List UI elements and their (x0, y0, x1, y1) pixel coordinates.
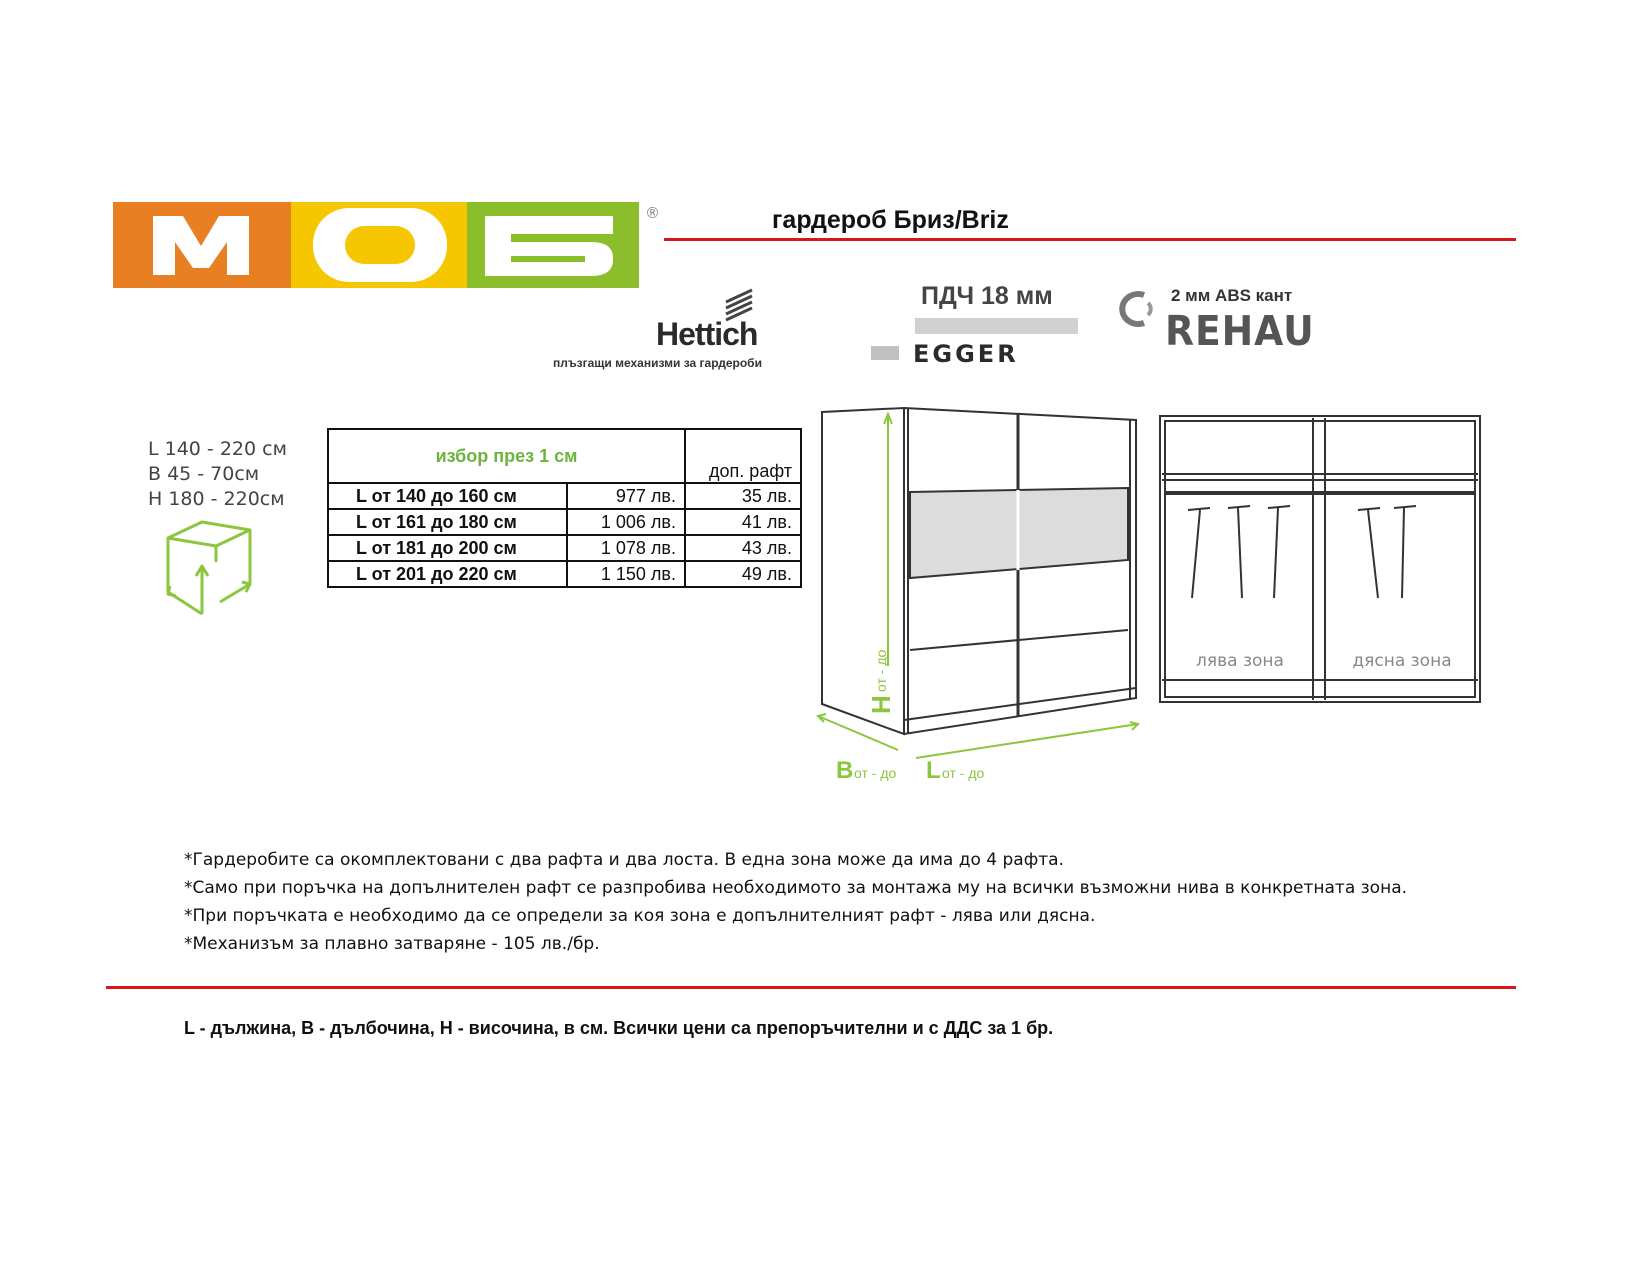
extra-shelf-cell: 35 лв. (685, 483, 801, 509)
rehau-logo: REHAU (1165, 307, 1315, 355)
abs-edge-label: 2 мм ABS кант (1171, 286, 1293, 305)
title-divider (664, 238, 1516, 241)
dimension-cube-icon (164, 518, 256, 622)
rehau-swirl-icon (1114, 289, 1158, 329)
header-extra-shelf: доп. рафт (685, 429, 801, 483)
note-item: *При поръчката е необходимо да се определи за коя зона е допълнителният рафт - лява или дясна. (184, 906, 1096, 926)
depth-dimension-label: B (836, 757, 854, 784)
depth-range-label: от - до (854, 765, 897, 781)
price-table (327, 428, 802, 588)
table-row (328, 535, 801, 561)
footer-divider (106, 986, 1516, 989)
hettich-subtitle: плъзгащи механизми за гардероби (553, 356, 762, 370)
table-row (328, 483, 801, 509)
note-item: *Механизъм за плавно затваряне - 105 лв./бр. (184, 934, 600, 954)
note-item: *Гардеробите са окомплектовани с два рафта и два лоста. В една зона може да има до 4 рафта. (184, 850, 1064, 870)
length-range-label: от - до (942, 765, 985, 781)
extra-shelf-cell: 43 лв. (685, 535, 801, 561)
extra-shelf-cell: 41 лв. (685, 509, 801, 535)
price-cell: 1 150 лв. (567, 561, 685, 587)
hettich-logo: Hettich (656, 316, 758, 352)
length-dimension-label: L (926, 757, 941, 784)
range-cell: L от 201 до 220 см (328, 561, 567, 587)
table-header-row (328, 429, 801, 483)
dimension-height: H 180 - 220см (148, 488, 285, 510)
footer-legend: L - дължина, B - дълбочина, H - височина, в см. Всички цени са препоръчителни и с ДДС за 1 бр. (184, 1018, 1054, 1038)
dimension-length: L 140 - 220 см (148, 438, 287, 460)
page-title: гардероб Бриз/Briz (772, 206, 1009, 234)
registered-mark: ® (645, 204, 660, 222)
price-cell: 1 006 лв. (567, 509, 685, 535)
extra-shelf-cell: 49 лв. (685, 561, 801, 587)
egger-bar (915, 318, 1078, 334)
left-zone-label: лява зона (1196, 651, 1284, 671)
range-cell: L от 161 до 180 см (328, 509, 567, 535)
header-choice: избор през 1 см (328, 429, 685, 483)
wardrobe-inner-drawing (1158, 414, 1484, 710)
right-zone-label: дясна зона (1352, 651, 1452, 671)
price-cell: 1 078 лв. (567, 535, 685, 561)
height-range-label: от - до (873, 649, 889, 692)
height-dimension-label: H (866, 695, 896, 714)
egger-e-mark-icon (871, 346, 899, 360)
table-row (328, 509, 801, 535)
price-cell: 977 лв. (567, 483, 685, 509)
pdch-label: ПДЧ 18 мм (921, 282, 1053, 310)
dimension-depth: B 45 - 70см (148, 463, 260, 485)
egger-logo: EGGER (913, 340, 1019, 368)
range-cell: L от 140 до 160 см (328, 483, 567, 509)
mob-logo (93, 126, 639, 288)
logo-side-text: мебели (93, 126, 108, 189)
note-item: *Само при поръчка на допълнителен рафт се разпробива необходимото за монтажа му на всички възможни нива в конкретната зона. (184, 878, 1408, 898)
table-row (328, 561, 801, 587)
wardrobe-front-drawing (812, 404, 1142, 784)
range-cell: L от 181 до 200 см (328, 535, 567, 561)
